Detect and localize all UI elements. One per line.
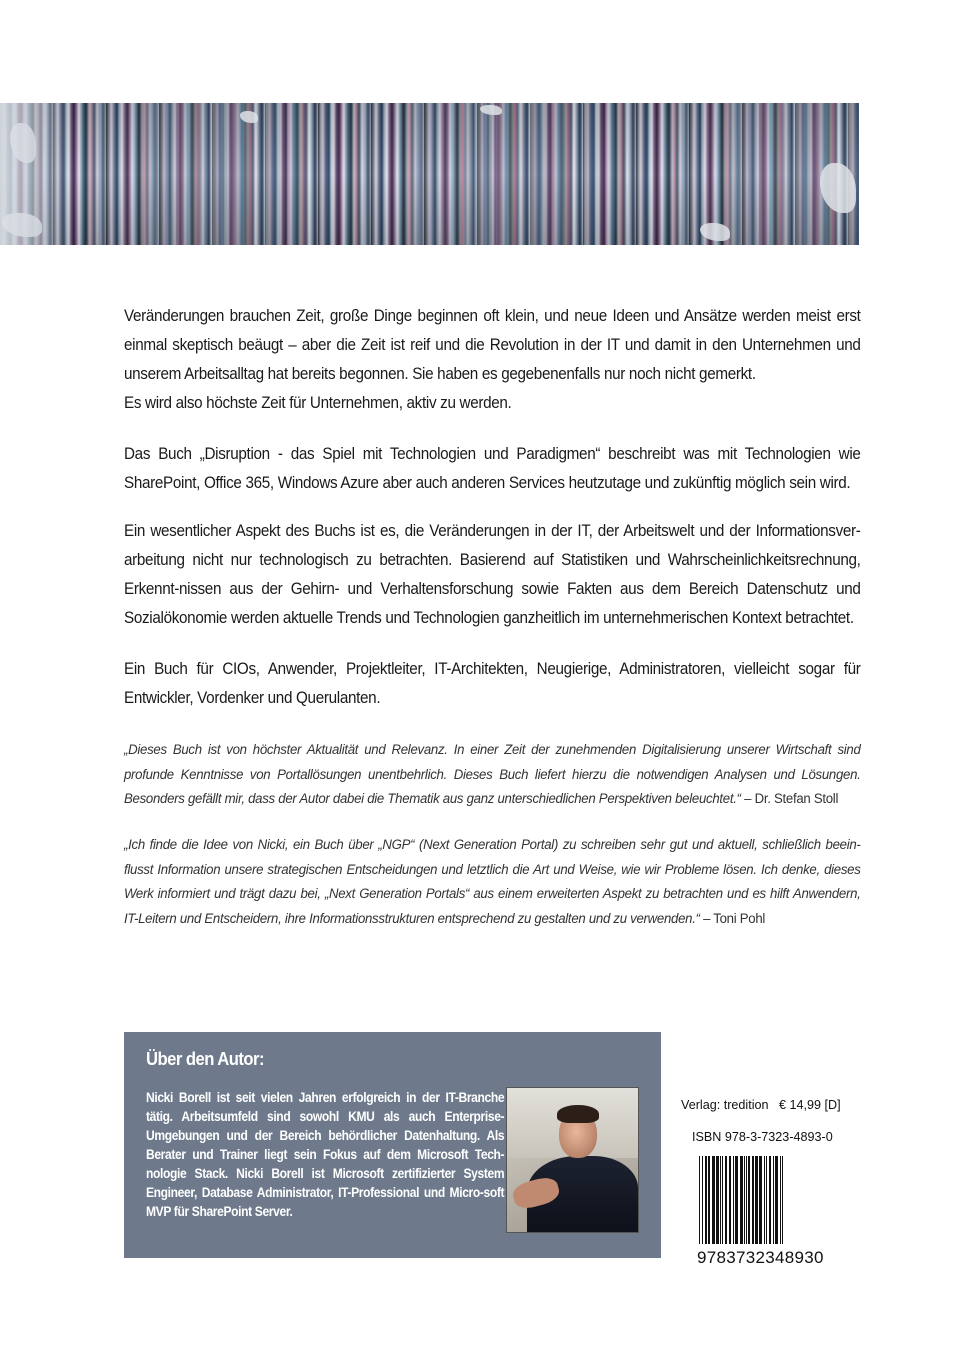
intro-paragraph-2: Es wird also höchste Zeit für Unternehmen, aktiv zu werden. [124, 394, 512, 412]
description-paragraph: Das Buch „Disruption - das Spiel mit Technologien und Paradigmen“ beschreibt was mit Technologien wie SharePoint, Office 365, Windows Azure aber auch anderen Services heutzutage und zukünftig möglich sein wird. [124, 445, 861, 492]
barcode-bar [782, 1156, 783, 1244]
barcode-bar [735, 1156, 738, 1244]
barcode-bar [702, 1156, 703, 1244]
quote-attribution: – Toni Pohl [703, 910, 766, 927]
paint-fragment [10, 123, 36, 163]
publisher-price [681, 1098, 866, 1112]
barcode-bar [769, 1156, 771, 1244]
author-heading: Über den Autor: [146, 1048, 265, 1069]
quote-text: „Dieses Buch ist von höchster Aktualität und Relevanz. In einer Zeit der zunehmenden Digitalisierung unserer Wirtschaft sind profunde Kenntnisse von Portallösungen unentbehrlich. Dieses Buch liefert hierzu die notwendigen Analysen und Lösungen. Besonders gefällt mir, dass der Autor dabei die Thematik aus ganz unterschiedlichen Perspektiven beleuchtet.“ – Dr. Stefan Stoll [124, 742, 861, 807]
barcode-bar [746, 1156, 747, 1244]
paint-fragment [480, 105, 502, 115]
audience-paragraph: Ein Buch für CIOs, Anwender, Projektleiter, IT-Architekten, Neugierige, Administratoren, vielleicht sogar für Entwickler, Vordenker und Querulanten. [124, 660, 861, 707]
author-bio: Nicki Borell ist seit vielen Jahren erfolgreich in der IT-Branche tätig. Arbeitsumfeld sind sowohl KMU als auch Enterprise-Umgebungen und der Bereich behördlicher Datenhaltung. Als Berater und Trainer liegt sein Fokus auf dem Microsoft Tech-nologie Stack. Nicki Borell ist Microsoft zertifizierter System Engineer, Database Administrator, IT-Professional und Micro-soft MVP für SharePoint Server. [146, 1090, 505, 1219]
barcode-bar [733, 1156, 734, 1244]
barcode-bar [725, 1156, 727, 1244]
barcode-bar [712, 1156, 715, 1244]
barcode-bar [699, 1156, 700, 1244]
intro-block [124, 302, 860, 418]
paint-fragment [820, 163, 856, 213]
barcode-bars [697, 1156, 857, 1244]
barcode-bar [766, 1156, 767, 1244]
barcode-bar [716, 1156, 719, 1244]
paint-fragment [700, 223, 730, 241]
aspect-paragraph: Ein wesentlicher Aspekt des Buchs ist es, die Veränderungen in der IT, der Arbeitswelt und der Informationsver-arbeitung nicht nur technologisch zu betrachten. Basierend auf Statistiken und Wahrscheinlichkeitsrechnung, Erkennt-nissen aus der Gehirn- und Verhaltensforschung sowie Fakten aus dem Bereich Datenschutz und Sozialökonomie werden aktuelle Trends und Technologien ganzheitlich im unternehmerischen Kontext betrachtet. [124, 522, 861, 627]
price: € 14,99 [D] [779, 1098, 841, 1112]
barcode-bar [780, 1156, 781, 1244]
barcode-bar [773, 1156, 774, 1244]
quote-pohl [124, 833, 860, 931]
audience-section [124, 655, 860, 713]
aspect-section [124, 517, 860, 633]
isbn: ISBN 978-3-7323-4893-0 [692, 1130, 833, 1144]
author-photo [506, 1087, 639, 1233]
ean-number: 9783732348930 [697, 1248, 824, 1267]
quote-text: „Ich finde die Idee von Nicki, ein Buch über „NGP“ (Next Generation Portal) zu schreiben sehr gut und aktuell, schließlich beein-flusst Information unsere strategischen Entscheidungen und letztlich die Art und Weise, wie wir Probleme lösen. Ich denke, dieses Werk informiert und trägt dazu bei, „Next Generation Portals“ aus einem erweiterten Aspekt zu betrachten und es hilft Anwendern, IT-Leitern und Entscheidern, ihre Informationsstrukturen entsprechend zu gestalten und zu verwenden.“ – Toni Pohl [124, 837, 861, 927]
barcode-bar [752, 1156, 754, 1244]
barcode-bar [705, 1156, 707, 1244]
barcode-bar [740, 1156, 743, 1244]
barcode-bar [729, 1156, 731, 1244]
barcode-bar [748, 1156, 750, 1244]
barcode-bar [720, 1156, 721, 1244]
cover-banner-image [0, 103, 859, 245]
barcode-bar [708, 1156, 710, 1244]
author-box [124, 1032, 661, 1258]
barcode-bar [775, 1156, 778, 1244]
publisher: Verlag: tredition [681, 1098, 769, 1112]
barcode-bar [764, 1156, 765, 1244]
paint-fragment [240, 111, 258, 123]
barcode-bar [722, 1156, 723, 1244]
quote-stoll [124, 738, 860, 812]
barcode-bar [755, 1156, 758, 1244]
intro-paragraph: Veränderungen brauchen Zeit, große Dinge beginnen oft klein, und neue Ideen und Ansätze werden meist erst einmal skeptisch beäugt – aber die Zeit ist reif und die Revolution in der IT und damit in den Unternehmen und unserem Arbeitsalltag hat bereits begonnen. Sie haben es gegebenenfalls nur noch nicht gemerkt. [124, 307, 861, 383]
paint-fragment [2, 213, 42, 237]
quote-attribution: – Dr. Stefan Stoll [744, 791, 839, 807]
barcode-bar [759, 1156, 762, 1244]
barcode-bar [744, 1156, 745, 1244]
book-description [124, 440, 860, 498]
barcode-block [681, 1098, 866, 1268]
